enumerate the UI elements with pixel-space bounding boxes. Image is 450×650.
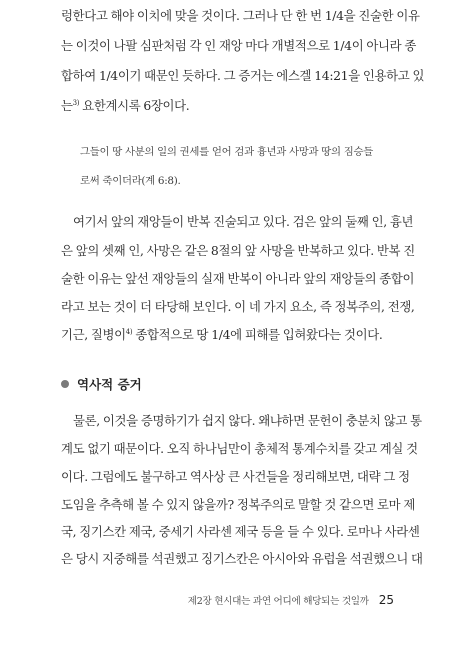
paragraph-line [61,98,393,114]
paragraph-line: 은 당시 지중해를 석권했고 징기스칸은 아시아와 유럽을 석권했으니 대 [61,551,423,566]
footnote-marker: 3) [72,99,80,107]
paragraph-line: 물론, 이것을 증명하기가 쉽지 않다. 왜냐하면 문헌이 충분치 않고 통 [73,413,422,428]
quote-line: 그들이 땅 사분의 일의 권세를 얻어 검과 흉년과 사망과 땅의 짐승들 [80,146,373,158]
running-title: 제2장 현시대는 과연 어디에 해당되는 것일까 [187,596,369,607]
paragraph-line: 은 앞의 셋째 인, 사망은 같은 8절의 앞 사망을 반복하고 있다. 반복 진 [61,243,415,258]
paragraph-line: 라고 보는 것이 더 타당해 보인다. 이 네 가지 요소, 즉 정복주의, 전쟁, [61,299,415,314]
line-text: 종합적으로 땅 1/4에 피해를 입혀왔다는 것이다. [132,327,383,342]
page-footer [188,593,394,607]
paragraph-line [61,327,393,343]
quote-line: 로써 죽이더라(계 6:8). [80,175,181,187]
line-text: 는 [61,98,73,113]
page-number: 25 [378,593,394,607]
line-text: 요한계시록 6장이다. [79,98,190,113]
paragraph-line: 합하여 1/4이기 때문인 듯하다. 그 증거는 에스겔 14:21을 인용하고 있 [61,68,425,83]
paragraph-line: 국, 징기스칸 제국, 중세기 사라센 제국 등을 들 수 있다. 로마나 사라센 [61,524,420,539]
footnote-marker: 4) [125,328,133,336]
bullet-icon [61,380,69,388]
line-text: 기근, 질병이 [61,327,126,342]
paragraph-line: 도임을 추측해 볼 수 있지 않을까? 정복주의로 말할 것 같으면 로마 제 [61,497,415,512]
paragraph-line: 여기서 앞의 재앙들이 반복 진술되고 있다. 검은 앞의 둘째 인, 흉년 [73,214,414,229]
section-heading [61,375,142,393]
section-heading-text: 역사적 증거 [77,377,142,392]
paragraph-line: 는 이것이 나팔 심판처럼 각 인 재앙 마다 개별적으로 1/4이 아니라 종 [61,38,416,53]
paragraph-line: 이다. 그럼에도 불구하고 역사상 큰 사건들을 정리해보면, 대략 그 정 [61,469,410,484]
paragraph-line: 술한 이유는 앞선 재앙들의 실재 반복이 아니라 앞의 재앙들의 종합이 [61,271,415,286]
paragraph-line: 렁한다고 해야 이치에 맞을 것이다. 그러나 단 한 번 1/4을 진술한 이유 [61,8,420,23]
paragraph-line: 계도 없기 때문이다. 오직 하나님만이 총체적 통계수치를 갖고 계실 것 [61,441,418,456]
